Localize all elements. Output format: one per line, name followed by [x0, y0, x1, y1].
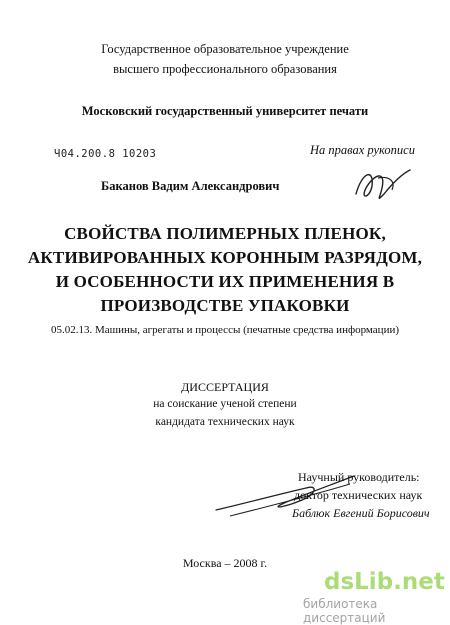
title-line-4: ПРОИЗВОДСТВЕ УПАКОВКИ — [100, 296, 350, 315]
institution-line-2: высшего профессионального образования — [113, 62, 337, 76]
manuscript-rights-note: На правах рукописи — [310, 143, 415, 157]
institution-line-1: Государственное образовательное учреждение — [101, 42, 349, 56]
title-line-1: СВОЙСТВА ПОЛИМЕРНЫХ ПЛЕНОК, — [64, 224, 386, 243]
university-name: Московский государственный университет печати — [81, 104, 369, 118]
supervisor-role: Научный руководитель: — [298, 470, 420, 484]
city-year: Москва – 2008 г. — [182, 556, 268, 570]
archive-number: Ч04.200.8 10203 — [54, 148, 157, 160]
specialty-code: 05.02.13. Машины, агрегаты и процессы (печатные средства информации) — [50, 324, 400, 336]
degree-line-1: на соискание ученой степени — [153, 398, 297, 410]
document-type: ДИССЕРТАЦИЯ — [181, 380, 269, 394]
author-name: Баканов Вадим Александрович — [101, 179, 280, 193]
title-line-3: И ОСОБЕННОСТИ ИХ ПРИМЕНЕНИЯ В — [55, 272, 395, 291]
author-signature — [352, 164, 414, 206]
degree-line-2: кандидата технических наук — [155, 416, 295, 428]
supervisor-degree: доктор технических наук — [294, 488, 423, 502]
supervisor-name: Баблюк Евгений Борисович — [292, 506, 430, 520]
watermark-logo: dsLib.net — [324, 569, 445, 595]
watermark-subtitle: библиотека диссертаций — [303, 597, 386, 625]
title-line-2: АКТИВИРОВАННЫХ КОРОННЫМ РАЗРЯДОМ, — [27, 248, 423, 267]
